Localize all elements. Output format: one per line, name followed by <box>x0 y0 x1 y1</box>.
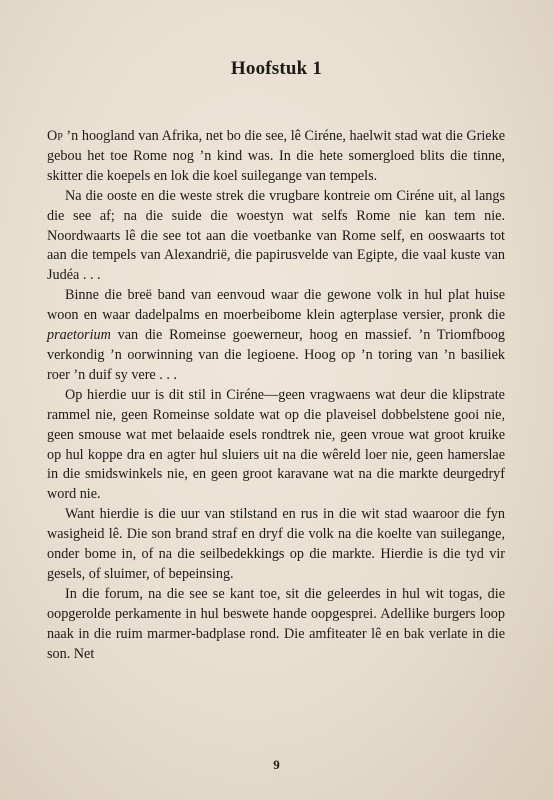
paragraph-2: Na die ooste en die weste strek die vrugbare kontreie om Ciréne uit, al langs die see af; na die suide die woestyn wat selfs Rome nie kan tem nie. Noordwaarts lê die see tot aan die voetbanke van Rome self, en ooswaarts tot aan die tempels van Alexandrië, die papirusvelde van Egipte, die vaal kuste van Judéa . . . <box>47 187 505 284</box>
body-text <box>47 127 505 664</box>
paragraph-1 <box>47 127 505 187</box>
paragraph-6: In die forum, na die see se kant toe, sit die geleerdes in hul wit togas, die oopgerolde perkamente in hul beswete hande oopgesprei. Adellike burgers loop naak in die ruim marmer-badplase rond. Die amfiteater lê en bak verlate in die son. Net <box>47 585 505 662</box>
chapter-title: Hoofstuk 1 <box>230 58 323 79</box>
paragraph-4: Op hierdie uur is dit stil in Ciréne—geen vragwaens wat deur die klipstrate rammel nie, geen Romeinse soldate wat op die plaveisel dobbelstene gooi nie, geen smouse wat met belaaide esels rondtrek nie, geen vroue wat groot kruike op hul koppe dra en agter hul sluiers uit na die wêreld loer nie, geen hamerslae in die smidswinkels nie, en geen groot karavane wat na die markte deurgedryf word nie. <box>47 386 505 503</box>
paragraph-1-text: ’n hoogland van Afrika, net bo die see, lê Ciréne, haelwit stad wat die Grieke gebou het toe Rome nog ’n kind was. In die hete somergloed blits die tinne, skitter die koepels en lok die koel suilegange van tempels. <box>47 128 505 184</box>
paragraph-5: Want hierdie is die uur van stilstand en rus in die wit stad waaroor die fyn wasigheid lê. Die son brand straf en dryf die volk na die koelte van suilegange, onder bome in, of na die seilbedekkings op die markte. Hierdie is die tyd vir gesels, of sluimer, of bepeinsing. <box>47 506 505 582</box>
paragraph-3-text-after: van die Romeinse goewerneur, hoog en massief. ’n Triomfboog verkondig ’n oorwinning van die legioene. Hoog op ’n toring van ’n basiliek roer ’n duif sy vere . . . <box>47 327 505 383</box>
page-number: 9 <box>273 757 280 772</box>
paragraph-3-text-before: Binne die breë band van eenvoud waar die gewone volk in hul plat huise woon en waar dadelpalms en moerbeibome klein agterplase versier, pronk die <box>47 287 505 324</box>
paragraph-1-opening-word: Op <box>47 128 63 144</box>
paragraph-3 <box>47 286 505 386</box>
paragraph-3-italic-term: praetorium <box>47 327 111 344</box>
